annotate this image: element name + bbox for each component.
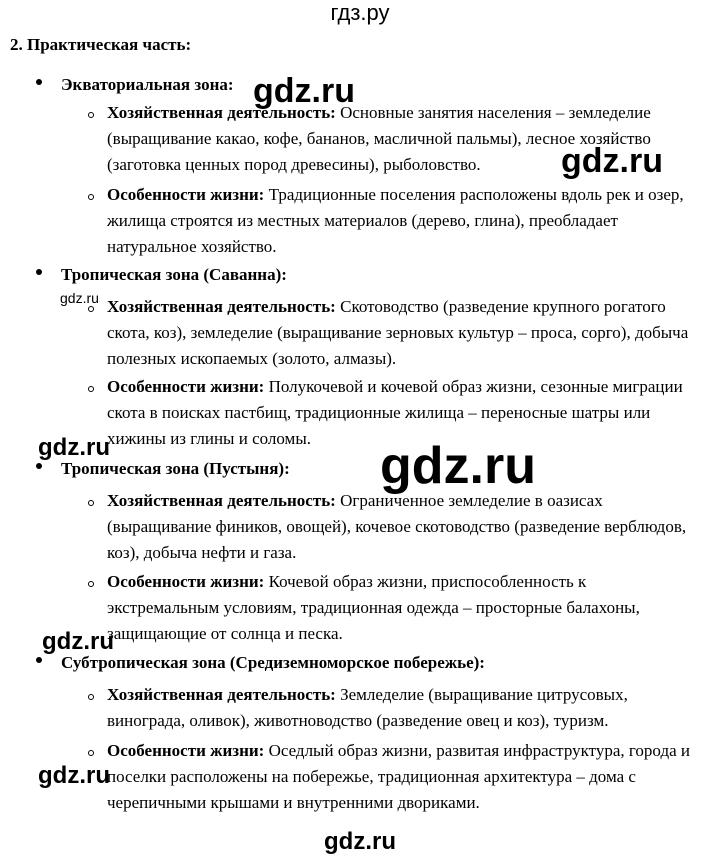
bullet-dot xyxy=(36,269,42,275)
circle-bullet-icon xyxy=(88,112,94,118)
zone-title: Тропическая зона (Пустыня): xyxy=(61,459,290,478)
life-item xyxy=(107,569,692,647)
item-text: Земледелие (выращивание цитрусовых, винограда, оливок), животноводство (разведение овец и коз), туризм. xyxy=(107,685,628,730)
circle-bullet-icon xyxy=(88,386,94,392)
economy-item xyxy=(107,294,692,372)
item-label: Особенности жизни: xyxy=(107,741,265,760)
life-item xyxy=(107,738,692,816)
item-label: Особенности жизни: xyxy=(107,377,265,396)
bullet-dot xyxy=(36,463,42,469)
bullet-dot xyxy=(36,657,42,663)
circle-bullet-icon xyxy=(88,581,94,587)
life-item xyxy=(107,182,692,260)
item-text: Основные занятия населения – земледелие (выращивание какао, кофе, бананов, масличной пальмы), лесное хозяйство (заготовка ценных пород древесины), рыболовство. xyxy=(107,103,651,174)
watermark: gdz.ru xyxy=(324,828,396,855)
item-label: Особенности жизни: xyxy=(107,185,265,204)
item-text: Кочевой образ жизни, приспособленность к экстремальным условиям, традиционная одежда – просторные балахоны, защищающие от солнца и песка. xyxy=(107,572,640,643)
watermark: gdz.ru xyxy=(380,437,536,495)
watermark: gdz.ru xyxy=(38,434,110,461)
site-header: гдз.ру xyxy=(330,0,390,25)
watermark: gdz.ru xyxy=(253,72,355,110)
item-text: Традиционные поселения расположены вдоль рек и озер, жилища строятся из местных материалов (дерево, глина), преобладает натуральное хозяйство. xyxy=(107,185,684,256)
bullet-dot xyxy=(36,79,42,85)
item-label: Хозяйственная деятельность: xyxy=(107,685,336,704)
watermark: gdz.ru xyxy=(561,142,663,180)
item-label: Особенности жизни: xyxy=(107,572,265,591)
zone-title: Экваториальная зона: xyxy=(61,75,234,94)
circle-bullet-icon xyxy=(88,194,94,200)
item-text: Ограниченное земледелие в оазисах (выращивание фиников, овощей), кочевое скотоводство (разведение верблюдов, коз), добыча нефти и газа. xyxy=(107,491,687,562)
circle-bullet-icon xyxy=(88,694,94,700)
item-text: Скотоводство (разведение крупного рогатого скота, коз), земледелие (выращивание зерновых культур – проса, сорго), добыча полезных ископаемых (золото, алмазы). xyxy=(107,297,689,368)
economy-item xyxy=(107,488,692,566)
watermark: gdz.ru xyxy=(38,762,110,789)
zone-title: Тропическая зона (Саванна): xyxy=(61,265,287,284)
watermark: gdz.ru xyxy=(42,628,114,655)
circle-bullet-icon xyxy=(88,750,94,756)
item-text: Оседлый образ жизни, развитая инфраструктура, города и поселки расположены на побережье, традиционная архитектура – дома с черепичными крышами и внутренними двориками. xyxy=(107,741,690,812)
item-text: Полукочевой и кочевой образ жизни, сезонные миграции скота в поисках пастбищ, традиционные жилища – переносные шатры или хижины из глины и соломы. xyxy=(107,377,683,448)
item-label: Хозяйственная деятельность: xyxy=(107,297,336,316)
circle-bullet-icon xyxy=(88,306,94,312)
watermark: gdz.ru xyxy=(60,290,99,306)
circle-bullet-icon xyxy=(88,500,94,506)
economy-item xyxy=(107,682,692,734)
zone-title: Субтропическая зона (Средиземноморское побережье): xyxy=(61,653,485,672)
item-label: Хозяйственная деятельность: xyxy=(107,491,336,510)
section-heading: 2. Практическая часть: xyxy=(10,35,192,54)
item-label: Хозяйственная деятельность: xyxy=(107,103,336,122)
